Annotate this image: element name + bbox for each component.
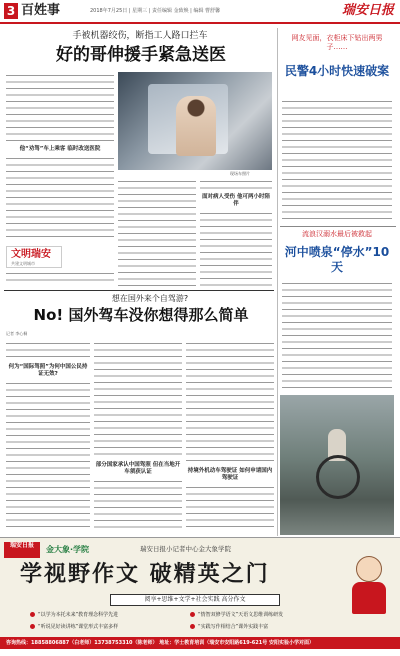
cartoon-kid-icon — [346, 552, 392, 618]
kid-face — [356, 556, 382, 582]
second-subhead-2: 部分国家承认中国驾照 但在当地开车须获认证 — [95, 462, 181, 475]
ad-feature-3 — [30, 624, 118, 631]
ad-feature-2 — [190, 612, 283, 619]
main-story-body-col3 — [200, 178, 272, 286]
main-story-body-col1b — [6, 270, 114, 286]
ad-feature-text: “情智双修学语文”天语文思维训练研发 — [198, 612, 284, 618]
ad-feature-1 — [30, 612, 118, 619]
text-lines — [6, 380, 90, 530]
text-lines — [200, 210, 272, 286]
column-divider — [277, 28, 278, 536]
badge-title: 文明瑞安 — [11, 249, 51, 260]
text-lines — [186, 340, 274, 466]
main-subhead-1: 他“劝驾”车上乘客 临时改送医院 — [19, 146, 101, 152]
bullet-icon — [30, 612, 35, 617]
side-story-2-headline: 河中喷泉“停水”10天 — [284, 245, 390, 274]
main-subhead-2: 面对病人受伤 他可两小时陪伴 — [202, 194, 270, 207]
date-line: 2018年7月25日 | 星期三 | 责任编辑 金致焕 | 编辑 曹舒馨 — [90, 8, 221, 14]
text-lines — [94, 478, 182, 532]
second-story-byline: 记者 李心桐 — [6, 331, 28, 336]
ad-feature-4 — [190, 624, 268, 631]
bullet-icon — [190, 624, 195, 629]
ad-contact: 咨询热线：18858806887（白老师）13738753310（陈老师） 地址：学士教育培训（瑞安市安阳路619-621号 安阳实验小学对面） — [0, 637, 400, 649]
main-story-kicker: 手被机器绞伤，断指工人路口拦车 — [72, 31, 208, 41]
ad-tagline: 瑞安日报小记者中心金大象学院 — [140, 545, 231, 553]
side-story-2-photo — [280, 395, 394, 535]
story-divider — [4, 290, 274, 291]
text-lines — [6, 72, 114, 144]
second-story-col2 — [94, 340, 182, 534]
bullet-icon — [30, 624, 35, 629]
ad-title: 学视野作文 破精英之门 — [20, 561, 270, 587]
side-story-1-kicker: 网友见面，衣柜床下钻出两男子…… — [291, 34, 383, 51]
ad-feature-text: “实践写作相结合”课外实践丰富 — [198, 624, 269, 630]
side-story-1-headline: 民警4小时快速破案 — [284, 64, 390, 78]
ad-feature-text: “听说见好读讲练”课堂形式丰富多样 — [38, 624, 119, 630]
ad-brand: 金大象·学院 — [46, 545, 90, 554]
text-lines — [186, 484, 274, 532]
main-story-body-col2 — [118, 178, 196, 286]
side-story-2-kicker: 流浪汉溺水最后被救起 — [302, 230, 372, 238]
main-story-body-col1 — [6, 72, 114, 242]
second-story-col1 — [6, 340, 90, 534]
bicycle-wheel — [316, 455, 360, 499]
civilization-badge — [6, 246, 62, 268]
text-lines — [94, 340, 182, 460]
text-lines — [6, 340, 90, 362]
badge-subtitle: 共建文明城市 — [11, 261, 35, 266]
driver-figure — [176, 96, 216, 156]
second-story-col3 — [186, 340, 274, 534]
side-story-2-body — [282, 280, 392, 392]
page-header — [0, 0, 400, 24]
ad-feature-text: “以学为本托未来”教育理念科学先进 — [38, 612, 119, 618]
text-lines — [200, 178, 272, 192]
side-divider — [280, 226, 396, 227]
second-story-headline: No! 国外驾车没你想得那么简单 — [33, 306, 249, 324]
bullet-icon — [190, 612, 195, 617]
ad-ribbon: 阅享+思维+文学+社会实践 高分作文 — [110, 594, 280, 606]
main-photo-caption: 现场车照片 — [230, 171, 250, 176]
side-story-1-body — [282, 98, 392, 224]
main-story-photo — [118, 72, 272, 170]
section-number: 3 — [4, 3, 18, 19]
ad-banner[interactable] — [0, 537, 400, 649]
second-subhead-3: 持境外机动车驾驶证 如何申请国内驾驶证 — [187, 468, 273, 481]
kid-body — [352, 582, 386, 614]
second-subhead-1: 何为“国际驾照”为何中国公民持证无效? — [8, 364, 88, 377]
second-story-kicker: 想在国外来个自驾游? — [111, 294, 189, 303]
text-lines — [6, 155, 114, 239]
ad-tag: 瑞安日报 — [4, 542, 40, 558]
newspaper-logo: 瑞安日报 — [341, 3, 394, 18]
main-story-headline: 好的哥伸援手紧急送医 — [56, 45, 226, 65]
section-name: 百姓事 — [21, 3, 61, 18]
